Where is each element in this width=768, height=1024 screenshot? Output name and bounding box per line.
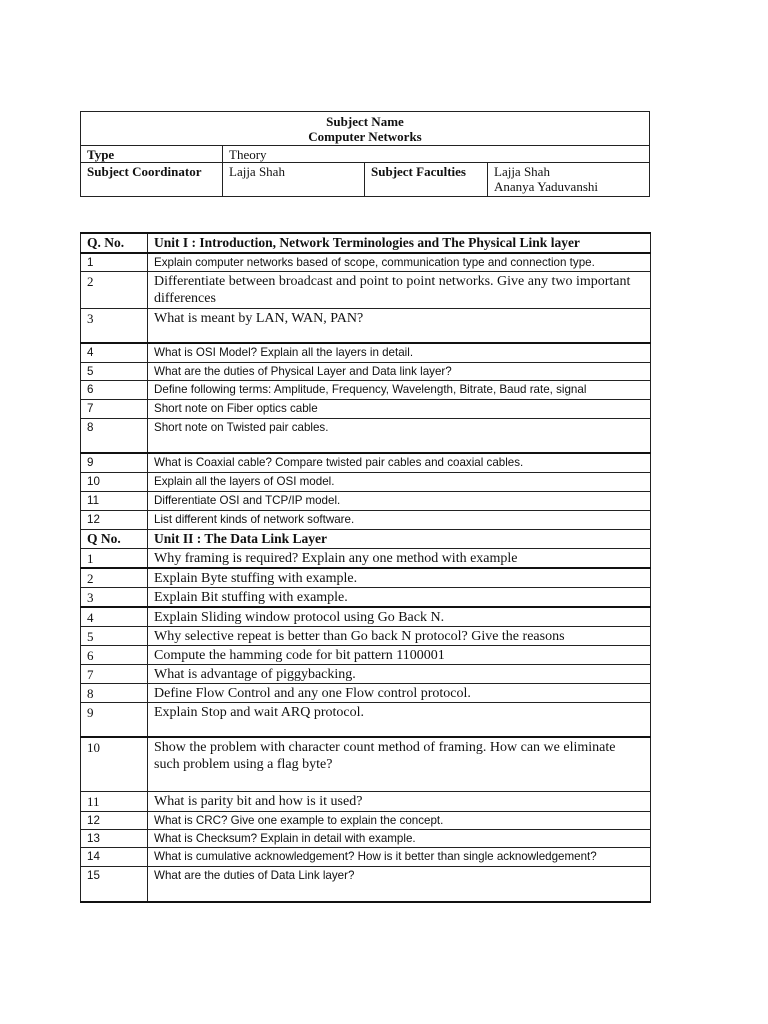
question-text: What is Checksum? Explain in detail with example. xyxy=(148,829,651,847)
qno-header: Q No. xyxy=(81,529,148,548)
table-row xyxy=(81,453,651,472)
question-number: 2 xyxy=(81,568,148,588)
question-text: What is advantage of piggybacking. xyxy=(148,664,651,683)
table-row xyxy=(81,548,651,568)
table-row xyxy=(81,491,651,510)
unit-title: Unit I : Introduction, Network Terminologies and The Physical Link layer xyxy=(148,233,651,253)
question-text: Define Flow Control and any one Flow control protocol. xyxy=(148,683,651,702)
table-row xyxy=(81,568,651,588)
table-row xyxy=(81,829,651,847)
question-text: Explain Stop and wait ARQ protocol. xyxy=(148,702,651,737)
question-number: 10 xyxy=(81,737,148,791)
question-text: What is parity bit and how is it used? xyxy=(148,791,651,811)
table-row xyxy=(81,308,651,343)
faculty-name: Lajja Shah xyxy=(494,164,550,179)
question-text: Explain Bit stuffing with example. xyxy=(148,587,651,607)
question-text: Define following terms: Amplitude, Frequency, Wavelength, Bitrate, Baud rate, signal xyxy=(148,380,651,399)
question-text: Differentiate OSI and TCP/IP model. xyxy=(148,491,651,510)
subject-info-table xyxy=(80,111,650,197)
question-number: 15 xyxy=(81,866,148,902)
question-text: What is OSI Model? Explain all the layers in detail. xyxy=(148,343,651,362)
question-text: What are the duties of Data Link layer? xyxy=(148,866,651,902)
table-row xyxy=(81,791,651,811)
question-number: 2 xyxy=(81,271,148,308)
question-number: 5 xyxy=(81,362,148,380)
question-text: Explain Sliding window protocol using Go Back N. xyxy=(148,607,651,627)
unit-header-row xyxy=(81,233,651,253)
type-label: Type xyxy=(81,146,223,163)
table-row xyxy=(81,737,651,791)
question-text: Explain computer networks based of scope, communication type and connection type. xyxy=(148,253,651,271)
table-row xyxy=(81,702,651,737)
unit-header-row xyxy=(81,529,651,548)
coordinator-value: Lajja Shah xyxy=(223,163,365,197)
question-number: 3 xyxy=(81,308,148,343)
table-row xyxy=(81,645,651,664)
type-row xyxy=(81,146,650,163)
question-text: What is Coaxial cable? Compare twisted pair cables and coaxial cables. xyxy=(148,453,651,472)
question-number: 8 xyxy=(81,418,148,453)
question-text: Show the problem with character count method of framing. How can we eliminate such problem using a flag byte? xyxy=(148,737,651,791)
table-row xyxy=(81,664,651,683)
question-number: 6 xyxy=(81,380,148,399)
question-number: 6 xyxy=(81,645,148,664)
table-row xyxy=(81,811,651,829)
subject-name-row xyxy=(81,112,650,146)
question-text: Explain all the layers of OSI model. xyxy=(148,472,651,491)
table-row xyxy=(81,362,651,380)
question-text: What is cumulative acknowledgement? How is it better than single acknowledgement? xyxy=(148,847,651,866)
question-number: 4 xyxy=(81,343,148,362)
question-number: 5 xyxy=(81,626,148,645)
question-text: What is meant by LAN, WAN, PAN? xyxy=(148,308,651,343)
question-number: 12 xyxy=(81,811,148,829)
question-number: 10 xyxy=(81,472,148,491)
coordinator-label: Subject Coordinator xyxy=(81,163,223,197)
faculties-value xyxy=(488,163,650,197)
question-number: 4 xyxy=(81,607,148,627)
table-row xyxy=(81,399,651,418)
question-number: 14 xyxy=(81,847,148,866)
table-row xyxy=(81,683,651,702)
table-row xyxy=(81,510,651,529)
table-row xyxy=(81,607,651,627)
unit-title: Unit II : The Data Link Layer xyxy=(148,529,651,548)
faculty-name: Ananya Yaduvanshi xyxy=(494,179,598,194)
question-text: Compute the hamming code for bit pattern 1100001 xyxy=(148,645,651,664)
question-number: 12 xyxy=(81,510,148,529)
question-number: 11 xyxy=(81,791,148,811)
table-row xyxy=(81,847,651,866)
question-text: List different kinds of network software. xyxy=(148,510,651,529)
question-number: 1 xyxy=(81,253,148,271)
qno-header: Q. No. xyxy=(81,233,148,253)
question-text: Why selective repeat is better than Go back N protocol? Give the reasons xyxy=(148,626,651,645)
subject-name-cell xyxy=(81,112,650,146)
question-number: 9 xyxy=(81,702,148,737)
table-row xyxy=(81,418,651,453)
question-number: 13 xyxy=(81,829,148,847)
table-row xyxy=(81,380,651,399)
type-value: Theory xyxy=(223,146,650,163)
question-text: What are the duties of Physical Layer and Data link layer? xyxy=(148,362,651,380)
question-text: Differentiate between broadcast and point to point networks. Give any two important differences xyxy=(148,271,651,308)
faculties-label: Subject Faculties xyxy=(365,163,488,197)
question-number: 7 xyxy=(81,399,148,418)
question-text: What is CRC? Give one example to explain the concept. xyxy=(148,811,651,829)
question-number: 11 xyxy=(81,491,148,510)
question-number: 3 xyxy=(81,587,148,607)
table-row xyxy=(81,866,651,902)
table-row xyxy=(81,587,651,607)
question-text: Why framing is required? Explain any one method with example xyxy=(148,548,651,568)
question-number: 1 xyxy=(81,548,148,568)
table-row xyxy=(81,626,651,645)
question-text: Explain Byte stuffing with example. xyxy=(148,568,651,588)
question-text: Short note on Twisted pair cables. xyxy=(148,418,651,453)
question-number: 8 xyxy=(81,683,148,702)
table-row xyxy=(81,472,651,491)
question-text: Short note on Fiber optics cable xyxy=(148,399,651,418)
question-number: 9 xyxy=(81,453,148,472)
question-number: 7 xyxy=(81,664,148,683)
coordinator-row xyxy=(81,163,650,197)
question-bank-table xyxy=(80,232,651,903)
table-row xyxy=(81,343,651,362)
table-row xyxy=(81,253,651,271)
table-row xyxy=(81,271,651,308)
subject-name-value: Computer Networks xyxy=(308,129,422,144)
subject-name-label: Subject Name xyxy=(326,114,404,129)
